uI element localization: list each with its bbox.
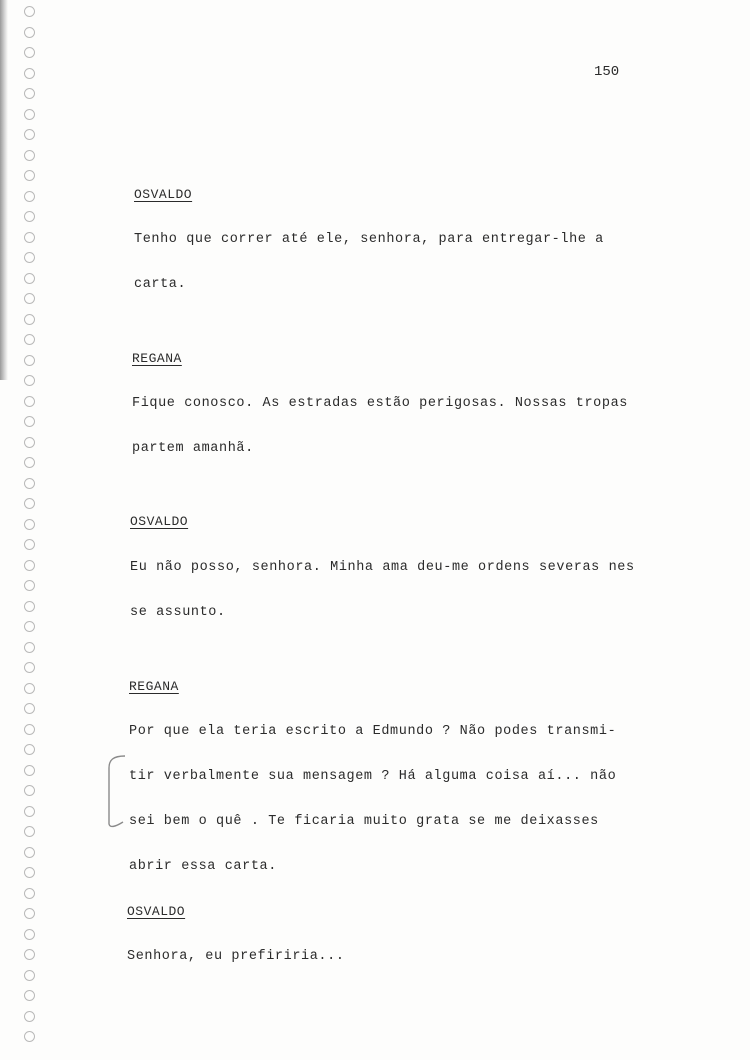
- punch-hole: [24, 252, 35, 263]
- speaker-name: OSVALDO: [134, 187, 193, 202]
- speaker-name: OSVALDO: [130, 514, 189, 529]
- margin-bracket-mark: [103, 754, 133, 834]
- punch-hole: [24, 929, 35, 940]
- punch-hole: [24, 867, 35, 878]
- punch-hole: [24, 457, 35, 468]
- dialogue-line: Senhora, eu prefiriria...: [127, 949, 345, 964]
- punch-hole: [24, 990, 35, 1001]
- punch-hole: [24, 970, 35, 981]
- punch-hole: [24, 580, 35, 591]
- punch-hole: [24, 68, 35, 79]
- punch-hole: [24, 724, 35, 735]
- dialogue-line: Por que ela teria escrito a Edmundo ? Não podes transmi-: [129, 724, 617, 739]
- punch-hole: [24, 129, 35, 140]
- punch-hole: [24, 191, 35, 202]
- dialogue-line: se assunto.: [130, 605, 226, 620]
- punch-hole: [24, 375, 35, 386]
- punch-hole: [24, 170, 35, 181]
- dialogue-line: Fique conosco. As estradas estão perigosas. Nossas tropas: [132, 396, 628, 411]
- punch-hole: [24, 560, 35, 571]
- punch-hole: [24, 232, 35, 243]
- punch-holes: [24, 0, 42, 1060]
- dialogue-line: partem amanhã.: [132, 441, 254, 456]
- punch-hole: [24, 293, 35, 304]
- speaker-name: REGANA: [129, 679, 179, 694]
- punch-hole: [24, 519, 35, 530]
- punch-hole: [24, 785, 35, 796]
- punch-hole: [24, 908, 35, 919]
- punch-hole: [24, 847, 35, 858]
- punch-hole: [24, 478, 35, 489]
- punch-hole: [24, 601, 35, 612]
- punch-hole: [24, 683, 35, 694]
- page-number: 150: [594, 64, 620, 80]
- punch-hole: [24, 621, 35, 632]
- punch-hole: [24, 744, 35, 755]
- punch-hole: [24, 806, 35, 817]
- punch-hole: [24, 211, 35, 222]
- punch-hole: [24, 539, 35, 550]
- punch-hole: [24, 355, 35, 366]
- punch-hole: [24, 703, 35, 714]
- dialogue-line: carta.: [134, 277, 187, 292]
- dialogue-line: Tenho que correr até ele, senhora, para entregar-lhe a: [134, 232, 604, 247]
- dialogue-line: sei bem o quê . Te ficaria muito grata se me deixasses: [129, 814, 599, 829]
- punch-hole: [24, 396, 35, 407]
- punch-hole: [24, 642, 35, 653]
- punch-hole: [24, 334, 35, 345]
- punch-hole: [24, 150, 35, 161]
- punch-hole: [24, 662, 35, 673]
- punch-hole: [24, 765, 35, 776]
- binding-edge: [0, 0, 8, 380]
- punch-hole: [24, 314, 35, 325]
- punch-hole: [24, 109, 35, 120]
- punch-hole: [24, 498, 35, 509]
- punch-hole: [24, 6, 35, 17]
- punch-hole: [24, 1011, 35, 1022]
- dialogue-line: tir verbalmente sua mensagem ? Há alguma coisa aí... não: [129, 769, 617, 784]
- punch-hole: [24, 416, 35, 427]
- dialogue-line: Eu não posso, senhora. Minha ama deu-me ordens severas nes: [130, 560, 635, 575]
- punch-hole: [24, 47, 35, 58]
- punch-hole: [24, 437, 35, 448]
- speaker-name: REGANA: [132, 351, 182, 366]
- punch-hole: [24, 88, 35, 99]
- dialogue-line: abrir essa carta.: [129, 859, 277, 874]
- speaker-name: OSVALDO: [127, 904, 186, 919]
- punch-hole: [24, 888, 35, 899]
- punch-hole: [24, 826, 35, 837]
- punch-hole: [24, 27, 35, 38]
- punch-hole: [24, 273, 35, 284]
- punch-hole: [24, 1031, 35, 1042]
- punch-hole: [24, 949, 35, 960]
